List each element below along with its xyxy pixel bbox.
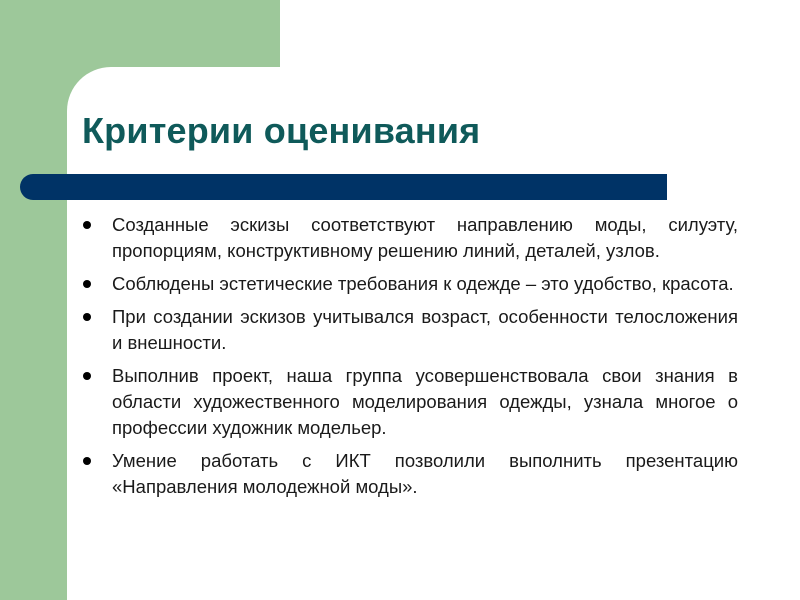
bullet-text: Умение работать с ИКТ позволили выполнить презентацию «Направления молодежной моды». <box>112 450 738 497</box>
bullet-dot-icon <box>83 221 91 229</box>
bullet-item <box>82 448 738 500</box>
bullet-dot-icon <box>83 457 91 465</box>
bullet-text: Созданные эскизы соответствуют направлению моды, силуэту, пропорциям, конструктивному решению линий, деталей, узлов. <box>112 214 738 261</box>
bullet-item <box>82 304 738 356</box>
bullet-item <box>82 271 738 297</box>
bullet-dot-icon <box>83 313 91 321</box>
bullet-dot-icon <box>83 280 91 288</box>
bullet-dot-icon <box>83 372 91 380</box>
bullet-text: Соблюдены эстетические требования к одежде – это удобство, красота. <box>112 273 734 294</box>
bullet-item <box>82 212 738 264</box>
bullet-text: При создании эскизов учитывался возраст, особенности телосложения и внешности. <box>112 306 738 353</box>
bullet-text: Выполнив проект, наша группа усовершенствовала свои знания в области художественного моделирования одежды, узнала многое о профессии художник модельер. <box>112 365 738 438</box>
bullet-list <box>82 212 738 507</box>
bullet-item <box>82 363 738 441</box>
title-underline-bar <box>20 174 667 200</box>
slide-title: Критерии оценивания <box>82 110 481 151</box>
